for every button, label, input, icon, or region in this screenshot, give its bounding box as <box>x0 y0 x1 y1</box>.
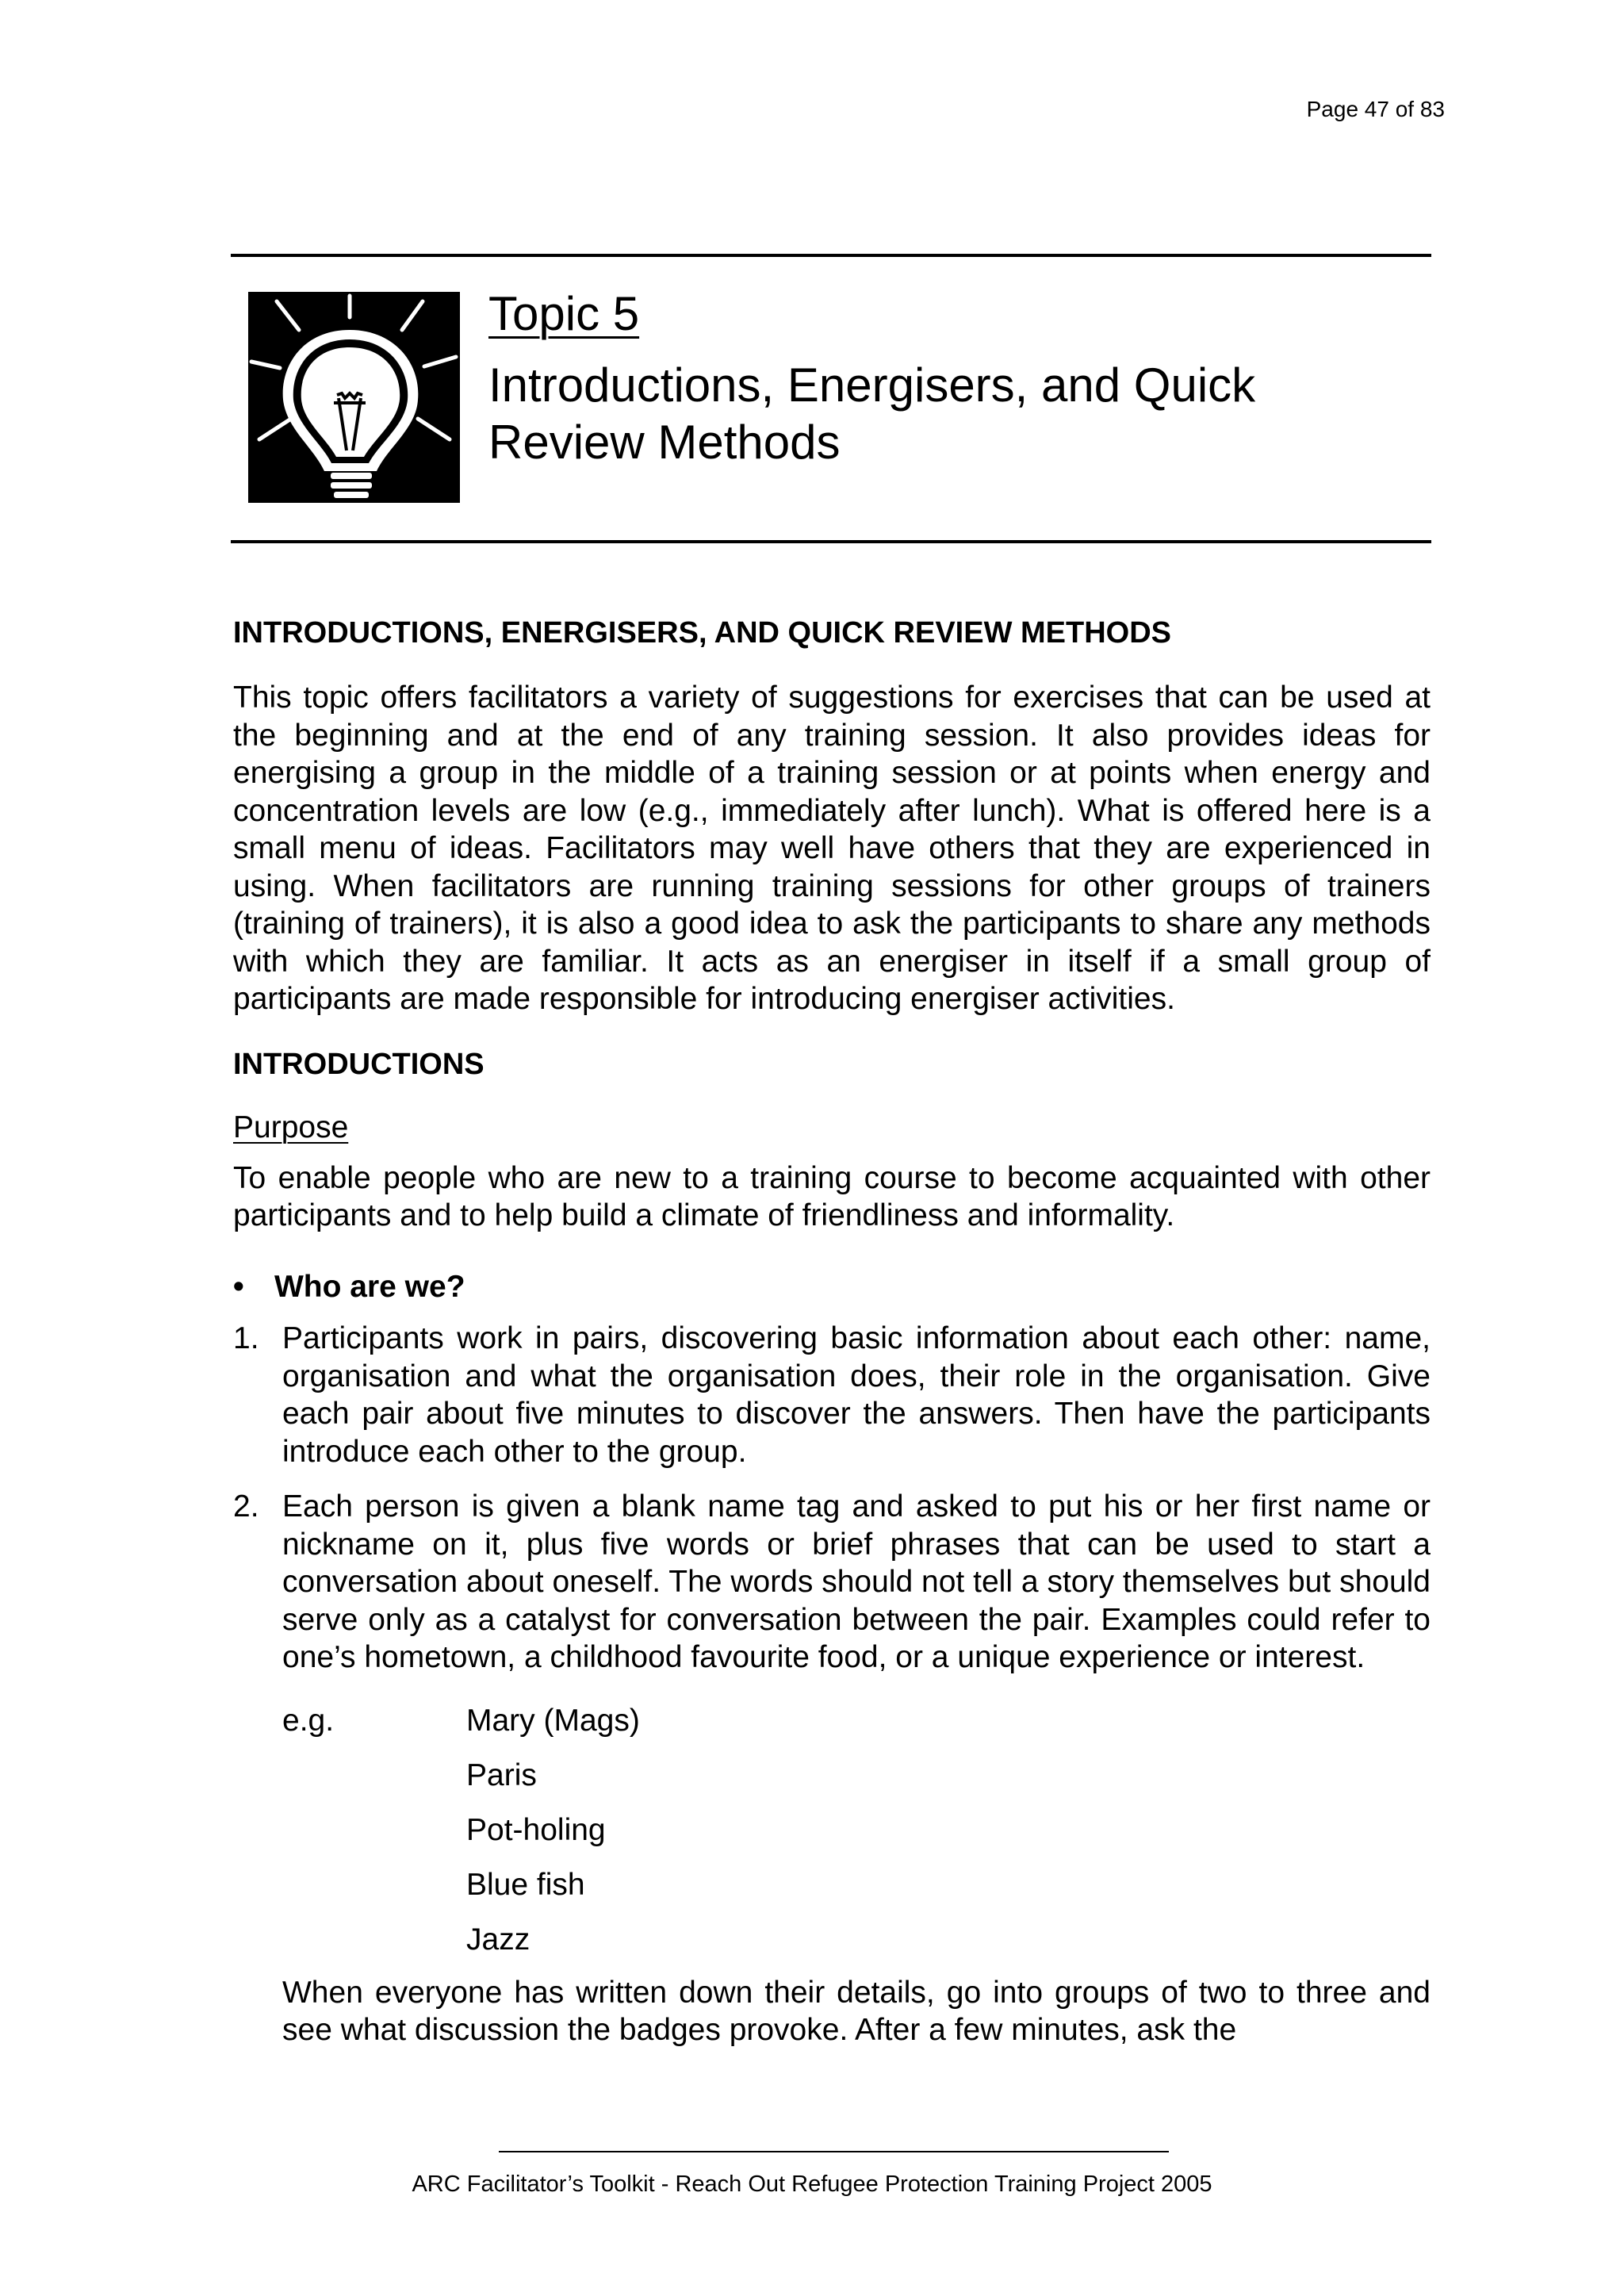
list-item <box>233 1320 1431 1470</box>
step-number: 1. <box>233 1321 259 1355</box>
step-text: Participants work in pairs, discovering basic information about each other: name, organisation and what the organisation does, their role in the organisation. Give each pair about five minutes to discover the answers. Then have the participants introduce each other to the group. <box>282 1321 1431 1469</box>
topic-header <box>488 286 1424 471</box>
main-content <box>233 609 1431 2049</box>
list-item <box>233 1488 1431 1677</box>
step-text: Each person is given a blank name tag and asked to put his or her first name or nickname on it, plus five words or brief phrases that can be used to start a conversation about oneself. The words should not tell a story themselves but should serve only as a catalyst for conversation between the pair. Examples could refer to one’s hometown, a childhood favourite food, or a unique experience or interest. <box>282 1489 1431 1674</box>
purpose-paragraph: To enable people who are new to a training course to become acquainted with other participants and to help build a climate of friendliness and informality. <box>233 1160 1431 1232</box>
page-number: Page 47 of 83 <box>1306 97 1445 121</box>
example-item: Paris <box>466 1758 537 1793</box>
follow-paragraph: When everyone has written down their details, go into groups of two to three and see what discussion the badges provoke. After a few minutes, ask the <box>282 1975 1431 2047</box>
steps-list <box>233 1320 1431 1677</box>
bottom-divider <box>231 540 1431 543</box>
example-label: e.g. <box>282 1704 335 1738</box>
footer-divider <box>499 2151 1169 2152</box>
section-heading-main: INTRODUCTIONS, ENERGISERS, AND QUICK REVIEW METHODS <box>233 616 1171 650</box>
section-heading-introductions: INTRODUCTIONS <box>233 1047 485 1081</box>
topic-title <box>488 357 1424 471</box>
example-row <box>282 1694 1431 1749</box>
example-block <box>282 1694 1431 1968</box>
bullet-heading: Who are we? <box>274 1269 465 1304</box>
lightbulb-icon <box>248 292 460 503</box>
bullet-who-are-we <box>233 1268 1431 1306</box>
example-row <box>282 1803 1431 1858</box>
example-item: Pot-holing <box>466 1813 606 1848</box>
example-row <box>282 1913 1431 1968</box>
topic-label: Topic 5 <box>488 287 640 340</box>
example-item: Mary (Mags) <box>466 1704 640 1738</box>
example-row <box>282 1749 1431 1803</box>
topic-title-line2: Review Methods <box>488 416 841 469</box>
bullet-dot: • <box>233 1269 244 1304</box>
intro-paragraph: This topic offers facilitators a variety of suggestions for exercises that can be used at the beginning and at the end of any training session. It also provides ideas for energising a group in the middle of a training session or at points when energy and concentration levels are low (e.g., immediately after lunch). What is offered here is a small menu of ideas. Facilitators may well have others that they are experienced in using. When facilitators are running training sessions for other groups of trainers (training of trainers), it is also a good idea to ask the participants to share any methods with which they are familiar. It acts as an energiser in itself if a small group of participants are made responsible for introducing energiser activities. <box>233 680 1431 1016</box>
example-item: Blue fish <box>466 1868 585 1903</box>
top-divider <box>231 254 1431 257</box>
example-row <box>282 1858 1431 1913</box>
purpose-label: Purpose <box>233 1110 349 1144</box>
step-number: 2. <box>233 1489 259 1524</box>
footer-text: ARC Facilitator’s Toolkit - Reach Out Refugee Protection Training Project 2005 <box>412 2171 1212 2197</box>
topic-title-line1: Introductions, Energisers, and Quick <box>488 358 1256 412</box>
example-item: Jazz <box>466 1922 530 1957</box>
